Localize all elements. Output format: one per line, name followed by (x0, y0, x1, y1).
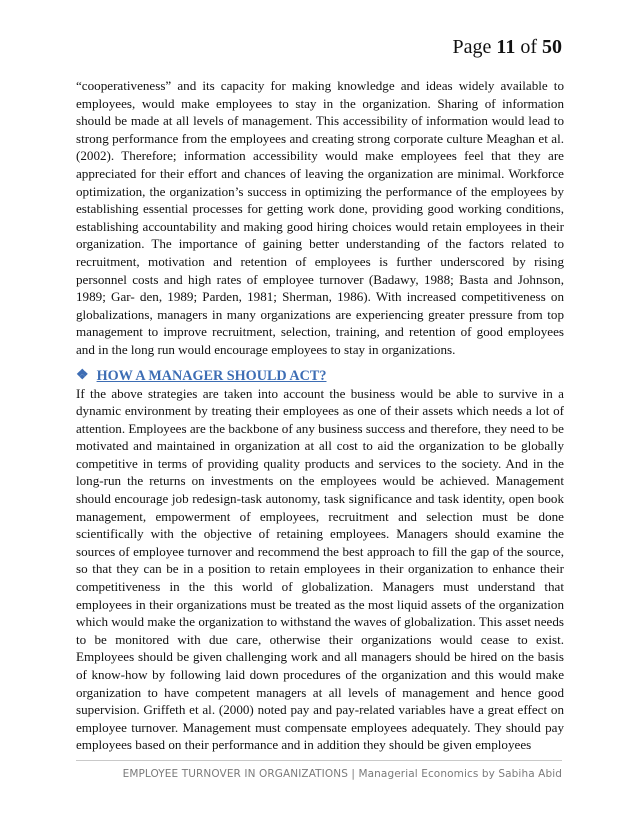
footer-divider (76, 760, 562, 761)
diamond-bullet-icon: ❖ (76, 367, 89, 383)
paragraph-2: If the above strategies are taken into account the business would be able to survive in a dynamic environment by treating their employees as one of their assets which needs a lot of attention. Employees are the backbone of any business success and therefore, they need to be motivated and maintained in organization at all cost to aid the organization to be globally competitive in terms of providing quality products and services to the society. And in the long-run the returns on investments on the employees would be achieved. Management should encourage job redesign-task autonomy, task significance and task identity, open book management, empowerment of employees, recruitment and selection must be done scientifically with the objective of retaining employees. Managers should examine the sources of employee turnover and recommend the best approach to fill the gap of the source, so that they can be in a position to retain employees in their organization to enhance their competitiveness in the this world of globalization. Managers must understand that employees in their organizations must be treated as the most liquid assets of the organization which would make the organization to withstand the waves of globalization. This asset needs to be monitored with due care, otherwise their organizations would cease to exist. Employees should be given challenging work and all managers should be hired on the basis of know-how by following laid down procedures of the organization and this would make organization to have competent managers at all levels of management and hence good supervision. Griffeth et al. (2000) noted pay and pay-related variables have a great effect on employee turnover. Management must compensate employees adequately. They should pay employees based on their performance and in addition they should be given employees (76, 385, 564, 753)
page-of: of (520, 36, 537, 58)
section-heading (76, 367, 564, 385)
section-heading-title: HOW A MANAGER SHOULD ACT? (96, 367, 327, 384)
page-total: 50 (542, 36, 562, 58)
page-word: Page (452, 36, 492, 58)
page-body (76, 77, 564, 754)
page-current: 11 (496, 36, 516, 58)
paragraph-1: “cooperativeness” and its capacity for making knowledge and ideas widely available to employees, would make employees to stay in the organization. Sharing of information should be made at all levels of management. This accessibility of information would lead to strong performance from the employees and creating strong corporate culture Meaghan et al. (2002). Therefore; information accessibility would make employees feel that they are appreciated for their effort and chances of leaving the organization are minimal. Workforce optimization, the organization’s success in optimizing the performance of the employees by establishing essential processes for getting work done, providing good working conditions, establishing accountability and making good hiring choices would retain employees in their organization. The importance of gaining better understanding of the factors related to recruitment, motivation and retention of employees is further underscored by rising personnel costs and high rates of employee turnover (Badawy, 1988; Basta and Johnson, 1989; Gar- den, 1989; Parden, 1981; Sherman, 1986). With increased competitiveness on globalizations, managers in many organizations are experiencing greater pressure from top management to improve recruitment, selection, training, and retention of good employees and in the long run would encourage employees to stay in organizations. (76, 78, 564, 357)
page-number-header (453, 36, 562, 59)
footer-text: EMPLOYEE TURNOVER IN ORGANIZATIONS | Managerial Economics by Sabiha Abid (122, 768, 562, 780)
